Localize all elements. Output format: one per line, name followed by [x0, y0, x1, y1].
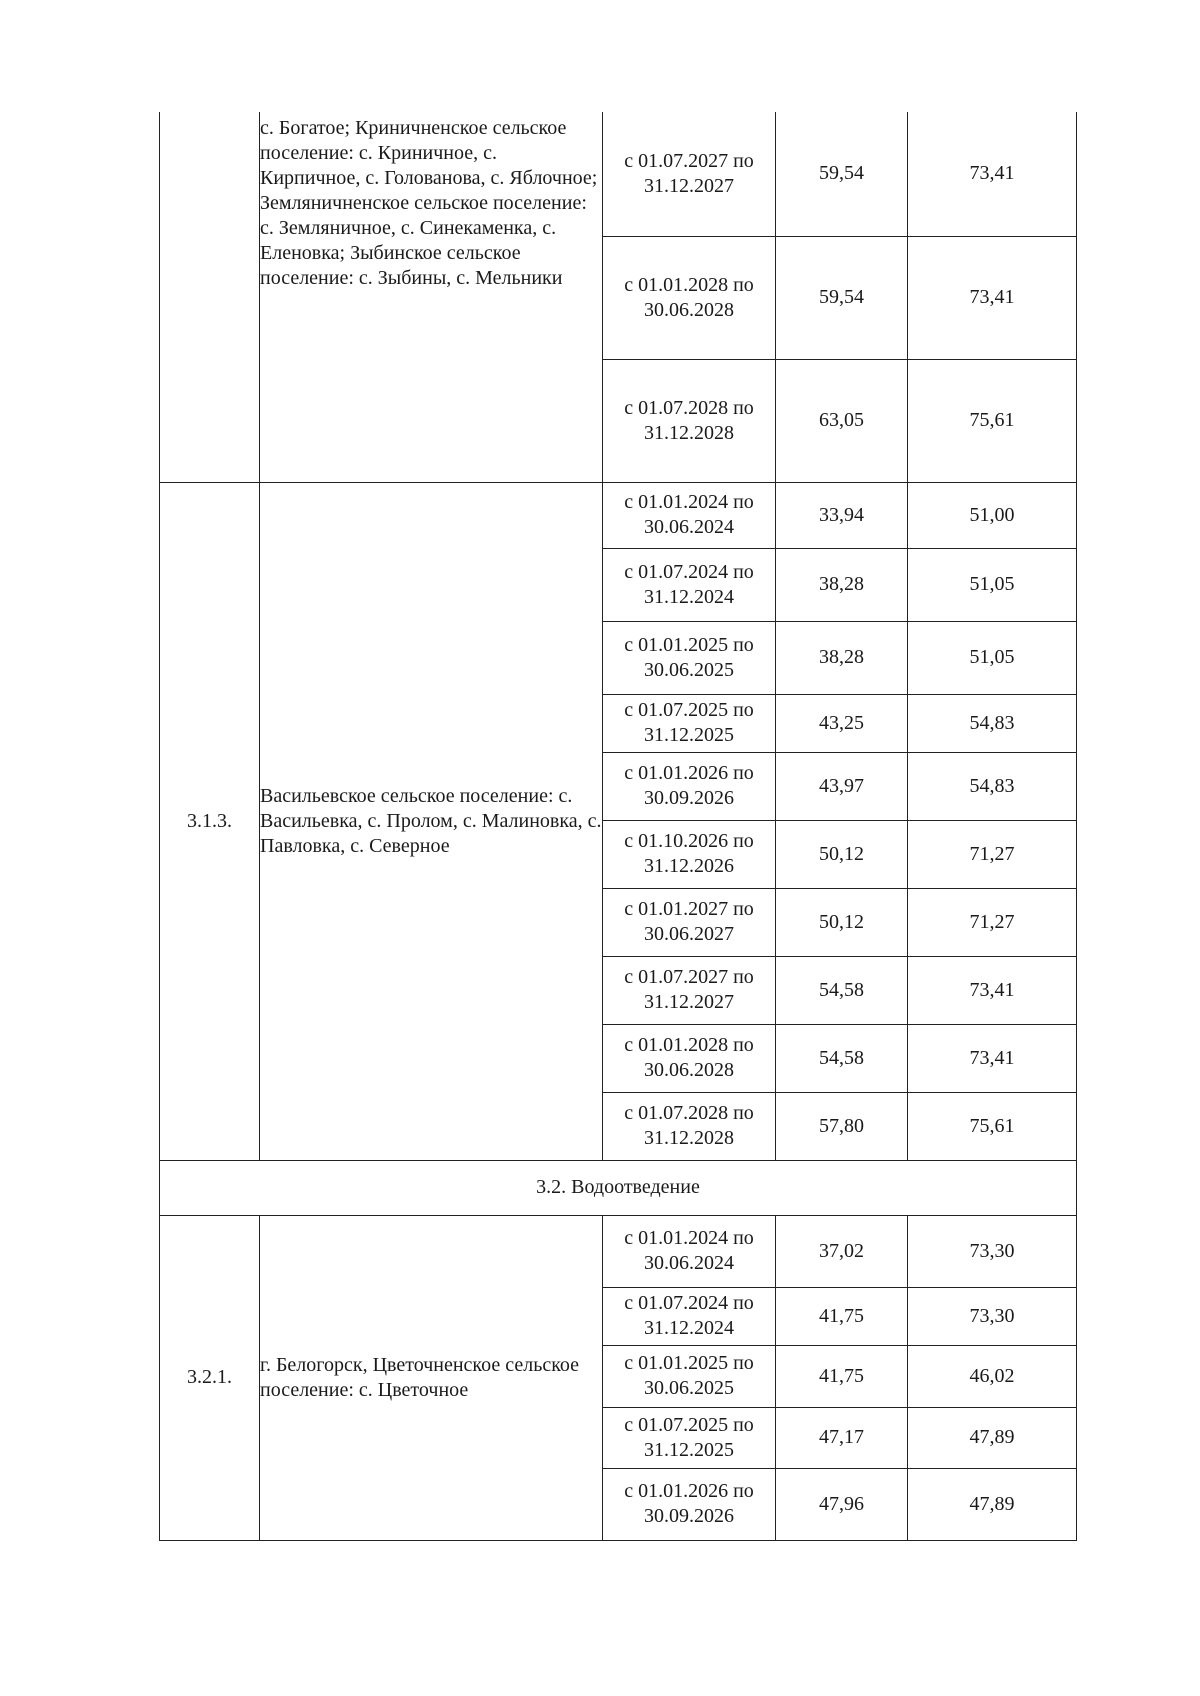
tariff-value-1: 47,17 — [776, 1407, 908, 1468]
period-cell: с 01.01.2025 по 30.06.2025 — [603, 621, 776, 694]
tariff-value-1: 38,28 — [776, 548, 908, 621]
section-row — [160, 1160, 1077, 1215]
tariff-value-1: 38,28 — [776, 621, 908, 694]
tariff-value-1: 43,25 — [776, 694, 908, 752]
tariff-value-1: 57,80 — [776, 1092, 908, 1160]
tariff-value-1: 59,54 — [776, 112, 908, 236]
tariff-value-2: 73,41 — [908, 236, 1077, 359]
table-row — [160, 1215, 1077, 1287]
period-cell: с 01.01.2027 по 30.06.2027 — [603, 888, 776, 956]
tariff-value-2: 47,89 — [908, 1407, 1077, 1468]
period-cell: с 01.07.2028 по 31.12.2028 — [603, 359, 776, 482]
settlement-cell: с. Богатое; Криничненское сельское поселение: с. Криничное, с. Кирпичное, с. Голованова, с. Яблочное; Земляничненское сельское поселение: с. Земляничное, с. Синекаменка, с. Еленовка; Зыбинское сельское поселение: с. Зыбины, с. Мельники — [260, 112, 603, 482]
tariff-value-1: 41,75 — [776, 1345, 908, 1407]
tariff-value-2: 51,05 — [908, 548, 1077, 621]
tariff-value-2: 73,41 — [908, 112, 1077, 236]
tariff-value-2: 54,83 — [908, 752, 1077, 820]
tariff-value-1: 54,58 — [776, 956, 908, 1024]
period-cell: с 01.07.2027 по 31.12.2027 — [603, 956, 776, 1024]
tariff-value-2: 51,05 — [908, 621, 1077, 694]
period-cell: с 01.07.2028 по 31.12.2028 — [603, 1092, 776, 1160]
tariff-value-2: 73,41 — [908, 956, 1077, 1024]
tariff-value-2: 51,00 — [908, 482, 1077, 548]
period-cell: с 01.07.2027 по 31.12.2027 — [603, 112, 776, 236]
period-cell: с 01.01.2024 по 30.06.2024 — [603, 482, 776, 548]
tariff-value-1: 50,12 — [776, 820, 908, 888]
tariff-value-1: 43,97 — [776, 752, 908, 820]
tariff-value-2: 47,89 — [908, 1468, 1077, 1540]
period-cell: с 01.01.2026 по 30.09.2026 — [603, 1468, 776, 1540]
tariff-value-1: 37,02 — [776, 1215, 908, 1287]
tariff-value-1: 47,96 — [776, 1468, 908, 1540]
item-number-cell — [160, 112, 260, 482]
period-cell: с 01.07.2024 по 31.12.2024 — [603, 548, 776, 621]
settlement-cell: г. Белогорск, Цветочненское сельское поселение: с. Цветочное — [260, 1215, 603, 1540]
tariff-value-2: 75,61 — [908, 1092, 1077, 1160]
tariff-value-2: 46,02 — [908, 1345, 1077, 1407]
tariff-value-2: 71,27 — [908, 820, 1077, 888]
tariff-value-2: 73,30 — [908, 1287, 1077, 1345]
tariff-table — [159, 112, 1077, 1541]
item-number-cell: 3.2.1. — [160, 1215, 260, 1540]
period-cell: с 01.07.2025 по 31.12.2025 — [603, 1407, 776, 1468]
period-cell: с 01.01.2028 по 30.06.2028 — [603, 1024, 776, 1092]
section-title: 3.2. Водоотведение — [160, 1160, 1077, 1215]
item-number-cell: 3.1.3. — [160, 482, 260, 1160]
tariff-value-2: 75,61 — [908, 359, 1077, 482]
tariff-value-2: 73,30 — [908, 1215, 1077, 1287]
period-cell: с 01.07.2024 по 31.12.2024 — [603, 1287, 776, 1345]
table-row — [160, 112, 1077, 236]
tariff-value-1: 33,94 — [776, 482, 908, 548]
tariff-value-1: 41,75 — [776, 1287, 908, 1345]
tariff-value-2: 73,41 — [908, 1024, 1077, 1092]
tariff-value-2: 54,83 — [908, 694, 1077, 752]
settlement-cell: Васильевское сельское поселение: с. Васильевка, с. Пролом, с. Малиновка, с. Павловка, с. Северное — [260, 482, 603, 1160]
table-row — [160, 482, 1077, 548]
period-cell: с 01.01.2024 по 30.06.2024 — [603, 1215, 776, 1287]
tariff-value-1: 50,12 — [776, 888, 908, 956]
tariff-value-1: 63,05 — [776, 359, 908, 482]
period-cell: с 01.10.2026 по 31.12.2026 — [603, 820, 776, 888]
period-cell: с 01.01.2025 по 30.06.2025 — [603, 1345, 776, 1407]
tariff-value-1: 59,54 — [776, 236, 908, 359]
period-cell: с 01.07.2025 по 31.12.2025 — [603, 694, 776, 752]
tariff-value-2: 71,27 — [908, 888, 1077, 956]
tariff-value-1: 54,58 — [776, 1024, 908, 1092]
period-cell: с 01.01.2026 по 30.09.2026 — [603, 752, 776, 820]
period-cell: с 01.01.2028 по 30.06.2028 — [603, 236, 776, 359]
